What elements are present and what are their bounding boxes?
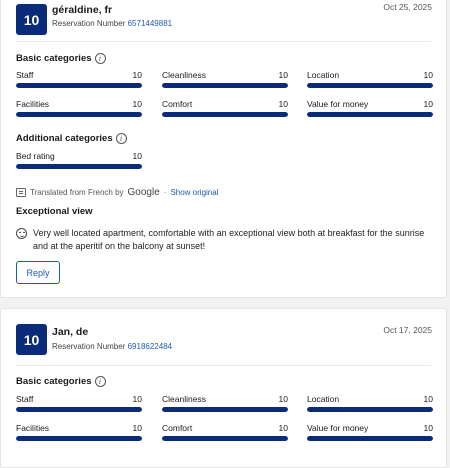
additional-categories-title	[16, 133, 127, 144]
basic-categories-label: Basic categories	[16, 53, 92, 64]
guest-name: Jan, de	[52, 326, 89, 338]
reservation-info	[52, 342, 172, 351]
translated-from-label: Translated from French by	[30, 188, 124, 197]
rating-bar	[16, 436, 142, 441]
score-badge: 10	[16, 324, 47, 355]
rating-value: 10	[132, 151, 142, 161]
review-date: Oct 25, 2025	[383, 2, 432, 12]
review-text: Very well located apartment, comfortable with an exceptional view both at breakfast for the sunrise and at the aperitif on the balcony at sunset!	[33, 228, 425, 251]
rating-bar	[307, 83, 433, 88]
show-original-link[interactable]: Show original	[170, 188, 219, 197]
rating-label: Cleanliness	[162, 70, 206, 80]
rating-bar-fill	[16, 83, 142, 88]
reservation-number-link[interactable]: 6571449881	[127, 19, 173, 28]
divider	[16, 365, 431, 366]
reservation-number-link[interactable]: 6918622484	[127, 342, 173, 351]
rating-label: Comfort	[162, 99, 193, 109]
rating-value-for-money	[307, 423, 433, 443]
info-icon[interactable]: i	[116, 133, 127, 144]
rating-bar-fill	[307, 436, 433, 441]
basic-categories-label: Basic categories	[16, 376, 92, 387]
rating-label: Location	[307, 394, 340, 404]
reservation-info	[52, 19, 172, 28]
review-date: Oct 17, 2025	[383, 325, 432, 335]
rating-label: Location	[307, 70, 340, 80]
rating-label: Facilities	[16, 99, 50, 109]
rating-bar-fill	[307, 112, 433, 117]
rating-value: 10	[423, 423, 433, 433]
rating-label: Bed rating	[16, 151, 55, 161]
rating-value: 10	[423, 394, 433, 404]
rating-cleanliness	[162, 394, 288, 414]
rating-bar-fill	[16, 407, 142, 412]
rating-location	[307, 394, 433, 414]
rating-bar	[162, 83, 288, 88]
smile-icon	[16, 228, 27, 239]
rating-label: Staff	[16, 70, 34, 80]
rating-location	[307, 70, 433, 90]
additional-categories-label: Additional categories	[16, 133, 113, 144]
rating-bar-fill	[16, 164, 142, 169]
rating-bar	[16, 83, 142, 88]
reservation-label: Reservation Number	[52, 342, 126, 351]
rating-label: Staff	[16, 394, 34, 404]
rating-label: Value for money	[307, 99, 369, 109]
rating-bar	[307, 407, 433, 412]
rating-comfort	[162, 423, 288, 443]
score-badge: 10	[16, 4, 47, 35]
review-card	[0, 308, 447, 468]
info-icon[interactable]: i	[95, 376, 106, 387]
basic-categories-title	[16, 376, 106, 387]
rating-bar-fill	[162, 436, 288, 441]
separator: ·	[163, 188, 167, 197]
guest-name: géraldine, fr	[52, 4, 113, 16]
rating-bar-fill	[307, 407, 433, 412]
rating-value: 10	[132, 394, 142, 404]
reservation-label: Reservation Number	[52, 19, 126, 28]
rating-cleanliness	[162, 70, 288, 90]
rating-facilities	[16, 99, 142, 119]
rating-bar	[16, 164, 142, 169]
rating-value: 10	[278, 394, 288, 404]
rating-value-for-money	[307, 99, 433, 119]
rating-label: Value for money	[307, 423, 369, 433]
rating-label: Cleanliness	[162, 394, 206, 404]
basic-categories-title	[16, 53, 106, 64]
rating-value: 10	[423, 99, 433, 109]
rating-bar-fill	[307, 83, 433, 88]
info-icon[interactable]: i	[95, 53, 106, 64]
rating-bar	[307, 112, 433, 117]
rating-bar-fill	[16, 112, 142, 117]
rating-value: 10	[132, 70, 142, 80]
rating-comfort	[162, 99, 288, 119]
rating-bar	[162, 436, 288, 441]
rating-bar	[16, 407, 142, 412]
rating-facilities	[16, 423, 142, 443]
rating-value: 10	[278, 99, 288, 109]
rating-label: Comfort	[162, 423, 193, 433]
rating-bar-fill	[162, 112, 288, 117]
rating-staff	[16, 394, 142, 414]
reply-button[interactable]: Reply	[16, 261, 60, 284]
rating-staff	[16, 70, 142, 90]
translate-icon	[16, 188, 26, 197]
rating-value: 10	[132, 423, 142, 433]
rating-value: 10	[132, 99, 142, 109]
translation-note	[16, 187, 218, 198]
rating-value: 10	[278, 70, 288, 80]
review-title: Exceptional view	[16, 206, 93, 217]
rating-bar	[162, 407, 288, 412]
rating-bar-fill	[162, 83, 288, 88]
rating-value: 10	[278, 423, 288, 433]
rating-bar	[16, 112, 142, 117]
rating-bed	[16, 151, 142, 171]
rating-bar-fill	[16, 436, 142, 441]
google-logo: Google	[127, 187, 160, 198]
rating-value: 10	[423, 70, 433, 80]
divider	[16, 41, 431, 42]
rating-bar	[162, 112, 288, 117]
rating-label: Facilities	[16, 423, 50, 433]
rating-bar	[307, 436, 433, 441]
rating-bar-fill	[162, 407, 288, 412]
